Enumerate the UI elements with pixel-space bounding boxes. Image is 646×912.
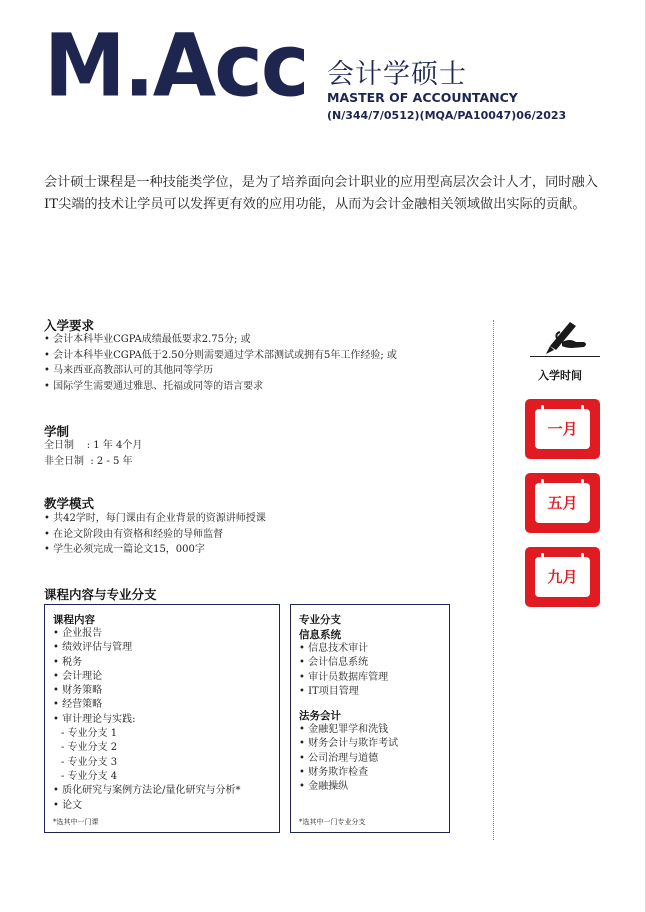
program-title-cn: 会计学硕士 <box>327 59 467 90</box>
list-item: • 财务策略 <box>53 684 279 698</box>
list-item: - 专业分支 2 <box>61 742 118 754</box>
specialization-group-list <box>299 642 449 699</box>
list-item: • 财务会计与欺诈考试 <box>299 737 449 751</box>
intake-month-january: 一月 <box>547 420 578 438</box>
list-item: • IT项目管理 <box>299 685 449 699</box>
specialization-box <box>290 604 450 833</box>
teaching-mode-title: 教学模式 <box>44 496 95 511</box>
duration-full-time: 全日制 : 1 年 4个月 <box>44 440 143 451</box>
column-divider <box>493 320 494 840</box>
course-content-title: 课程内容 <box>53 614 95 626</box>
list-item: • 会计信息系统 <box>299 656 449 670</box>
logo: M.Acc <box>44 16 308 117</box>
list-item: • 金融操纵 <box>299 780 449 794</box>
list-item: • 金融犯罪学和洗钱 <box>299 723 449 737</box>
intake-rule <box>530 356 600 357</box>
list-item: • 会计本科毕业CGPA成绩最低要求2.75分; 或 <box>44 332 397 348</box>
list-item: • 审计员数据库管理 <box>299 671 449 685</box>
duration-title: 学制 <box>44 424 70 439</box>
teaching-mode-list <box>44 511 266 558</box>
entry-requirements-title: 入学要求 <box>44 318 95 333</box>
list-item: • 学生必须完成一篇论文15，000字 <box>44 542 266 558</box>
intro-paragraph: 会计硕士课程是一种技能类学位，是为了培养面向会计职业的应用型高层次会计人才，同时融入IT尖端的技术让学员可以发挥更有效的应用功能，从而为会计金融相关领域做出实际的贡献。 <box>44 175 598 212</box>
entry-requirements-list <box>44 332 397 394</box>
list-item: - 专业分支 4 <box>61 770 118 782</box>
list-item: • 在论文阶段由有资格和经验的导师监督 <box>44 527 266 543</box>
program-title-en: MASTER OF ACCOUNTANCY <box>327 90 518 105</box>
list-item: • 审计理论与实践: <box>53 713 279 727</box>
list-item: • 共42学时，每门课由有企业背景的资源讲师授课 <box>44 511 266 527</box>
list-item: • 信息技术审计 <box>299 642 449 656</box>
list-item: • 质化研究与案例方法论/量化研究与分析* <box>53 784 279 798</box>
intake-month-may: 五月 <box>547 494 578 512</box>
specialization-group-list <box>299 723 449 794</box>
duration-part-time: 非全日制 : 2 - 5 年 <box>44 455 133 467</box>
list-item: • 经营策略 <box>53 698 279 712</box>
list-item: • 论文 <box>53 799 279 813</box>
list-item: • 财务欺诈检查 <box>299 766 449 780</box>
intake-title: 入学时间 <box>538 369 582 382</box>
list-item: - 专业分支 3 <box>61 756 118 768</box>
list-item: • 企业报告 <box>53 627 279 641</box>
courses-title: 课程内容与专业分支 <box>44 587 157 602</box>
calendar-icon <box>525 473 600 533</box>
calendar-icon <box>525 547 600 607</box>
course-content-note: *选其中一门课 <box>53 818 99 826</box>
list-item: • 会计本科毕业CGPA低于2.50分则需要通过学术部测试或拥有5年工作经验; 或 <box>44 348 397 364</box>
list-item: • 会计理论 <box>53 670 279 684</box>
list-item: • 马来西亚高教部认可的其他同等学历 <box>44 363 397 379</box>
specialization-note: *选其中一门专业分支 <box>299 818 366 826</box>
specialization-title: 专业分支 <box>299 614 341 626</box>
calendar-icon <box>525 399 600 459</box>
list-item: • 税务 <box>53 656 279 670</box>
duration-list <box>44 438 142 469</box>
list-item: • 公司治理与道德 <box>299 752 449 766</box>
specialization-group-title: 信息系统 <box>299 629 341 641</box>
course-content-box <box>44 604 280 833</box>
specialization-group-title: 法务会计 <box>299 710 341 723</box>
list-item: • 绩效评估与管理 <box>53 641 279 655</box>
list-item: • 国际学生需要通过雅思、托福或同等的语言要求 <box>44 379 397 395</box>
pen-writing-icon <box>536 316 596 360</box>
intake-month-september: 九月 <box>547 568 578 586</box>
course-content-list <box>53 627 279 813</box>
list-item: - 专业分支 1 <box>61 728 118 740</box>
accreditation-code: (N/344/7/0512)(MQA/PA10047)06/2023 <box>327 109 567 122</box>
